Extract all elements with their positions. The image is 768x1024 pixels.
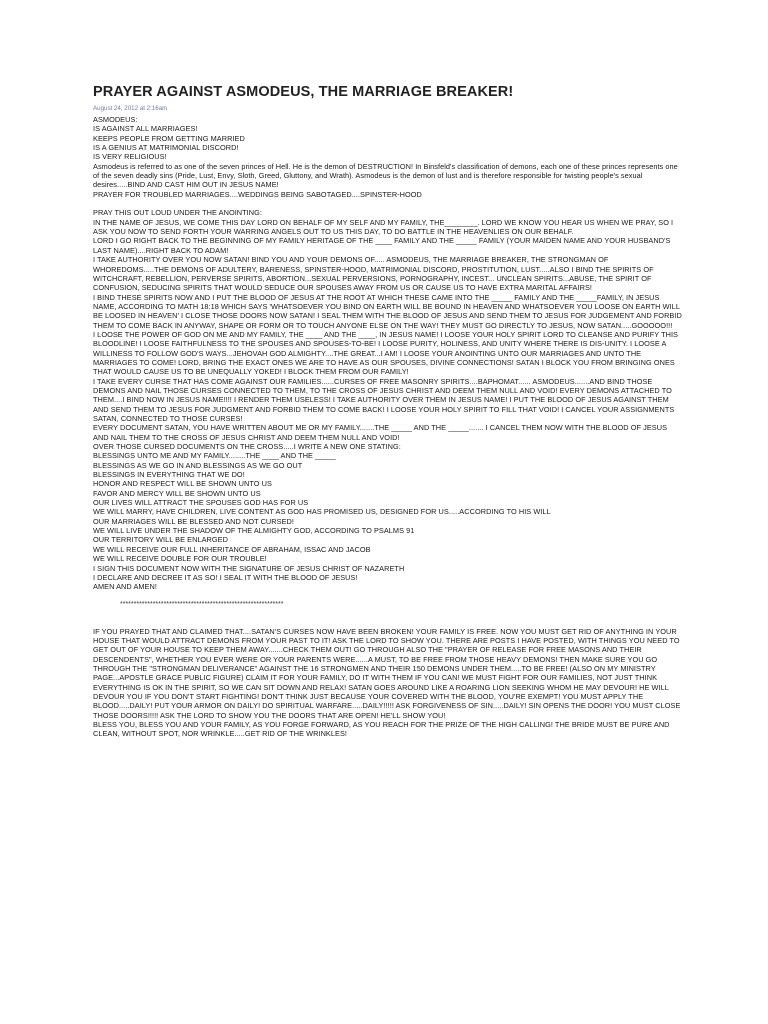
body-paragraph: BLESSINGS AS WE GO IN AND BLESSINGS AS WE GO OUT <box>93 460 303 470</box>
body-paragraph: AMEN AND AMEN! <box>93 582 157 592</box>
body-paragraph: OUR TERRITORY WILL BE ENLARGED <box>93 535 228 545</box>
body-paragraph <box>93 199 683 208</box>
body-paragraph: I BIND THESE SPIRITS NOW AND I PUT THE BLOOD OF JESUS AT THE ROOT AT WHICH THESE CAME INTO THE _____ FAMILY AND THE _____FAMILY, IN JESUS NAME, ACCORDING TO MATH 18:18 WHICH SAYS 'WHATSOEVER YOU BIND ON EARTH WILL BE BOUND IN HEAVEN AND WHATSOEVER YOU LOOSE ON EARTH WILL BE LOOSED IN HEAVEN' I CLOSE THOSE DOORS NOW SATAN! I SEAL THEM WITH THE BLOOD OF JESUS AND SEND THEM TO JESUS FOR JUDGEMENT AND FORBID THEM TO COME BACK IN ANYWAY, SHAPE OR FORM OR TO TOUCH ANYONE ELSE ON THE WAY! THEY MUST GO DIRECTLY TO JESUS, NOW SATAN.....GOOOOO!!! <box>93 292 682 330</box>
body-paragraph: BLESSINGS UNTO ME AND MY FAMILY........THE ____ AND THE _____ <box>93 451 336 461</box>
body-paragraph: OUR LIVES WILL ATTRACT THE SPOUSES GOD HAS FOR US <box>93 498 309 508</box>
body-paragraph: IS VERY RELIGIOUS! <box>93 152 167 162</box>
body-paragraph: FAVOR AND MERCY WILL BE SHOWN UNTO US <box>93 488 261 498</box>
body-paragraph: BLESSINGS IN EVERYTHING THAT WE DO! <box>93 470 245 480</box>
body-paragraph: LORD I GO RIGHT BACK TO THE BEGINNING OF MY FAMILY HERITAGE OF THE ____ FAMILY AND THE _____ FAMILY (YOUR MAIDEN NAME AND YOUR HUSBAND'S LAST NAME)....RIGHT BACK TO ADAM! <box>93 236 671 255</box>
body-paragraph: I LOOSE THE POWER OF GOD ON ME AND MY FAMILY, THE ____ AND THE ____, IN JESUS NAME! I LOOSE YOUR HOLY SPIRIT LORD TO CLEANSE AND PURIFY THIS BLOODLINE! I LOOSE FAITHFULNESS TO THE SPOUSES AND SPOUSES-TO-BE! I LOOSE PURITY, HOLINESS, AND UNITY WHERE THERE IS DIS-UNITY. I LOOSE A WILLINESS TO FOLLOW GOD'S WAYS...JEHOVAH GOD ALMIGHTY....THE GREAT...I AM! I LOOSE YOUR ANOINTING UNTO OUR MARRIAGES AND UNTO THE MARRIAGES TO COME! LORD, BRING THE EXACT ONES WE ARE TO HAVE AS OUR SPOUSES, DIVINE CONNECTIONS! SATAN I BLOCK YOU FROM BRINGING ONES THAT WOULD CAUSE US TO BE UNEQUALLY YOKED! I BLOCK THEM FROM OUR FAMILY! <box>93 329 679 377</box>
body-paragraph: OVER THOSE CURSED DOCUMENTS ON THE CROSS.....I WRITE A NEW ONE STATING: <box>93 442 401 452</box>
body-paragraph: WE WILL MARRY, HAVE CHILDREN, LIVE CONTENT AS GOD HAS PROMISED US, DESIGNED FOR US.....ACCORDING TO HIS WILL <box>93 507 551 517</box>
body-paragraph: IS A GENIUS AT MATRIMONIAL DISCORD! <box>93 143 239 153</box>
body-paragraph: IN THE NAME OF JESUS, WE COME THIS DAY LORD ON BEHALF OF MY SELF AND MY FAMILY, THE________. LORD WE KNOW YOU HEAR US WHEN WE PRAY, SO I ASK YOU NOW TO SEND FORTH YOUR WARRING ANGELS OUT TO US THIS DAY, TO DO BATTLE IN THE HEAVENLIES ON OUR BEHALF. <box>93 217 674 237</box>
body-paragraph: I TAKE EVERY CURSE THAT HAS COME AGAINST OUR FAMILIES......CURSES OF FREE MASONRY SPIRITS....BAPHOMAT...... ASMODEUS.......AND BIND THOSE DEMONS AND NAIL THOSE CURSES CONNECTED TO THEM, TO THE CROSS OF JESUS CHRIST AND DEEM THEM NULL AND VOID! EVERY DEMONS ATTACHED TO THEM....I BIND NOW IN JESUS NAME!!!! I RENDER THEM USELESS! I TAKE AUTHORITY OVER THEM IN JESUS NAME! I PUT THE BLOOD OF JESUS AGAINST THEM AND SEND THEM TO JESUS FOR JUDGMENT AND FORBID THEM TO COME BACK! I LOOSE YOUR HOLY SPIRIT TO FILL THAT VOID! I CANCEL YOUR ASSIGNMENTS SATAN, CONNECTED TO THOSE CURSES! <box>93 376 675 423</box>
post-date: August 24, 2012 at 2:16am <box>93 105 168 112</box>
body-paragraph: WE WILL RECEIVE OUR FULL INHERITANCE OF ABRAHAM, ISSAC AND JACOB <box>93 544 371 554</box>
body-paragraph: EVERY DOCUMENT SATAN, YOU HAVE WRITTEN ABOUT ME OR MY FAMILY.......THE _____ AND THE _____....... I CANCEL THEM NOW WITH THE BLOOD OF JESUS AND NAIL THEM TO THE CROSS OF JESUS CHRIST AND DEEM THEM NULL AND VOID! <box>93 423 668 442</box>
body-paragraph: WE WILL LIVE UNDER THE SHADOW OF THE ALMIGHTY GOD, ACCORDING TO PSALMS 91 <box>93 526 415 536</box>
body-paragraph: KEEPS PEOPLE FROM GETTING MARRIED <box>93 133 245 143</box>
document-page <box>93 84 683 739</box>
body-paragraph: IS AGAINST ALL MARRIAGES! <box>93 124 198 134</box>
closing-paragraph: IF YOU PRAYED THAT AND CLAIMED THAT....SATAN'S CURSES NOW HAVE BEEN BROKEN! YOUR FAMILY IS FREE. NOW YOU MUST GET RID OF ANYTHING IN YOUR HOUSE THAT WOULD ATTRACT DEMONS FROM YOUR PAST TO IT! ASK THE LORD TO SHOW YOU. THERE ARE POSTS I HAVE POSTED, WITH THINGS YOU NEED TO GET OUT OF YOUR HOUSE TO KEEP THEM AWAY.......CHECK THEM OUT! GO THROUGH ALSO THE "PRAYER OF RELEASE FOR FREE MASONS AND THEIR DESCENDENTS", WHETHER YOU EVER WERE OR YOUR PARENTS WERE......A MUST, TO BE FREE FROM THOSE HEAVY DEMONS! THEN MAKE SURE YOU GO THROUGH THE "STRONGMAN DELIVERANCE" AGAINST THE 16 STRONGMEN AND THEIR 150 DEMONS UNDER THEM.....TO BE FREE! (ALSO ON MY MINISTRY PAGE...APOSTLE GRACE PUBLIC FIGURE) CLAIM IT FOR YOUR FAMILY, DO IT WITH THEM IF YOU CAN! WE MUST FIGHT FOR OUR FAMILIES, NOT JUST THINK EVERYTHING IS OK IN THE SPIRIT, SO WE CAN SIT DOWN AND RELAX! SATAN GOES AROUND LIKE A ROARING LION SEEKING WHOM HE MAY DEVOUR! HE WILL DEVOUR YOU IF YOU DON'T START FIGHTING! DON'T THINK JUST BECAUSE YOUR COVERED WITH THE BLOOD, YOU'RE EXEMPT! YOU MUST APPLY THE BLOOD.....DAILY! PUT YOUR ARMOR ON DAILY! DO SPIRITUAL WARFARE.....DAILY!!!!! ASK FORGIVENESS OF SIN.....DAILY! SIN OPENS THE DOOR! YOU MUST CLOSE THOSE DOORS!!!!! ASK THE LORD TO SHOW YOU THE DOORS THAT ARE OPEN! HE'LL SHOW YOU! <box>93 626 681 720</box>
body-paragraph: HONOR AND RESPECT WILL BE SHOWN UNTO US <box>93 479 272 489</box>
closing-body <box>93 627 683 739</box>
body-paragraph: PRAYER FOR TROUBLED MARRIAGES....WEDDINGS BEING SABOTAGED....SPINSTER-HOOD <box>93 189 422 199</box>
body-paragraph: OUR MARRIAGES WILL BE BLESSED AND NOT CURSED! <box>93 516 294 526</box>
body-paragraph: PRAY THIS OUT LOUD UNDER THE ANOINTING: <box>93 208 262 218</box>
body-paragraph: I SIGN THIS DOCUMENT NOW WITH THE SIGNATURE OF JESUS CHRIST OF NAZARETH <box>93 563 405 573</box>
body-paragraph: WE WILL RECEIVE DOUBLE FOR OUR TROUBLE! <box>93 554 267 564</box>
body-paragraph: Asmodeus is referred to as one of the seven princes of Hell. He is the demon of DESTRUCTION! In Binsfeld's classification of demons, each one of these princes represents one of the seven deadly sins (Pride, Lust, Envy, Sloth, Greed, Gluttony, and Wrath). Asmodeus is the demon of lust and is therefore responsible for twisting people's sexual desires.....BIND AND CAST HIM OUT IN JESUS NAME! <box>93 161 678 190</box>
page-title: PRAYER AGAINST ASMODEUS, THE MARRIAGE BREAKER! <box>93 84 514 100</box>
prayer-body <box>93 115 683 592</box>
body-paragraph: I TAKE AUTHORITY OVER YOU NOW SATAN! BIND YOU AND YOUR DEMONS OF..... ASMODEUS, THE MARRIAGE BREAKER, THE STRONGMAN OF WHOREDOMS.....THE DEMONS OF ADULTERY, BARENESS, SPINSTER-HOOD, MATRIMONIAL DISCORD, PROSTITUTION, LUST.....ALSO I BIND THE SPIRITS OF WITCHCRAFT, REBELLION, PERVERSE SPIRITS, ABORTION...SEXUAL PERVERSIONS, PORNOGRAPHY, INCEST... UNCLEAN SPIRITS...ABUSE, THE SPIRIT OF CONFUSION, SEDUCING SPIRITS THAT WOULD SEDUCE OUR SPOUSES AWAY FROM US OR CAUSE US TO HAVE EXTRA MARITAL AFFAIRS! <box>93 255 654 293</box>
separator-line: ************************************************************ <box>120 600 284 608</box>
body-paragraph: I DECLARE AND DECREE IT AS SO! I SEAL IT WITH THE BLOOD OF JESUS! <box>93 572 358 582</box>
body-paragraph: ASMODEUS: <box>93 115 138 124</box>
closing-paragraph: BLESS YOU, BLESS YOU AND YOUR FAMILY, AS YOU FORGE FORWARD, AS YOU REACH FOR THE PRIZE OF THE HIGH CALLING! THE BRIDE MUST BE PURE AND CLEAN, WITHOUT SPOT, NOR WRINKLE.....GET RID OF THE WRINKLES! <box>93 719 670 739</box>
